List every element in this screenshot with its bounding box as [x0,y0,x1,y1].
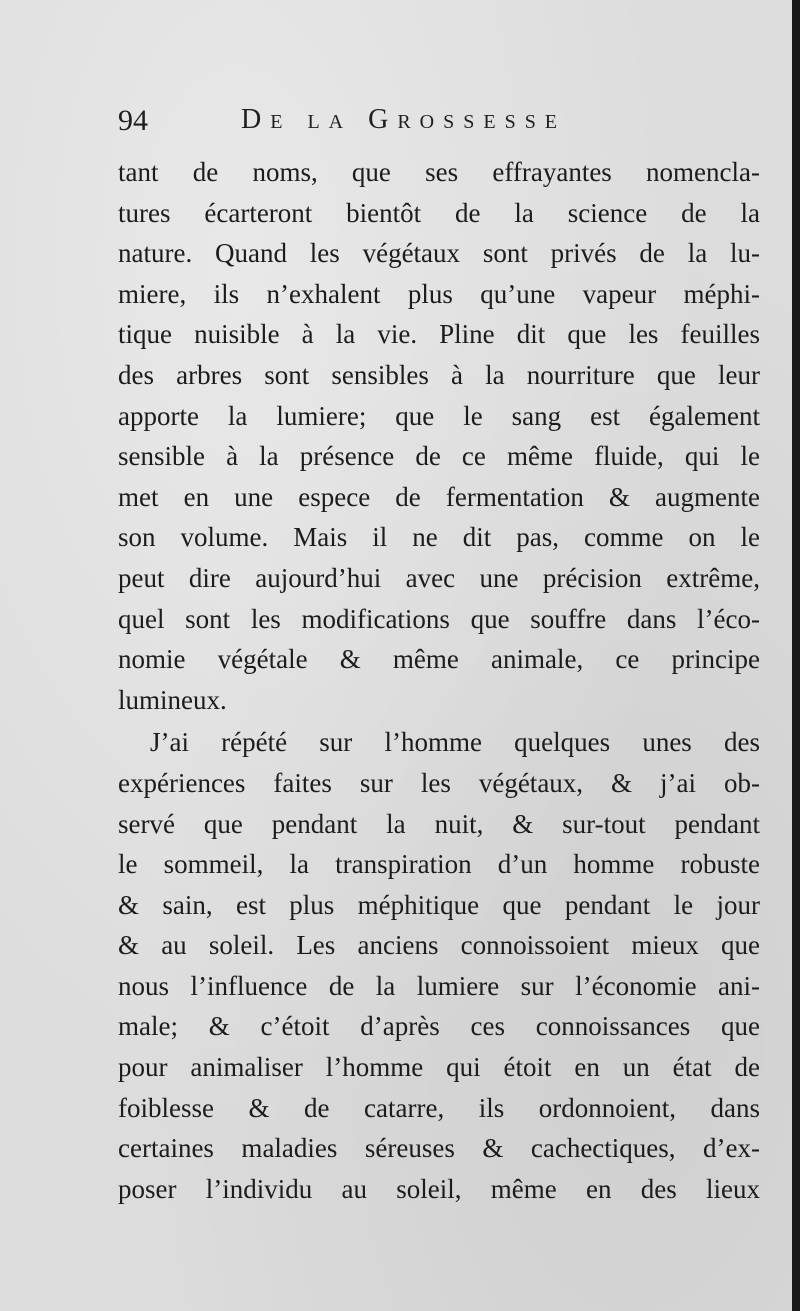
text-line: met en une espece de fermentation & augmente [118,481,760,512]
page-edge-shadow [792,0,800,1311]
text-line: & sain, est plus méphitique que pendant le jour [118,889,760,920]
text-line: tant de noms, que ses effrayantes nomencla- [118,157,760,187]
text-line: certaines maladies séreuses & cachectiques, d’ex- [118,1133,760,1164]
page-number: 94 [118,104,148,137]
text-line: sensible à la présence de ce même fluide, qui le [118,441,760,472]
page-header [118,100,758,146]
text-line: miere, ils n’exhalent plus qu’une vapeur méphi- [118,278,760,309]
text-line: nous l’influence de la lumiere sur l’économie ani- [118,970,760,1001]
text-line: & au soleil. Les anciens connoissoient mieux que [118,930,760,961]
body-text [118,152,760,1209]
text-line: le sommeil, la transpiration d’un homme robuste [118,849,760,880]
text-line: J’ai répété sur l’homme quelques unes des [150,727,760,758]
text-line: tures écarteront bientôt de la science de la [118,197,760,228]
text-line: son volume. Mais il ne dit pas, comme on le [118,522,760,553]
text-line: male; & c’étoit d’après ces connoissances que [118,1011,760,1042]
paragraph-2 [118,722,760,1209]
text-line: poser l’individu au soleil, même en des lieux [118,1173,760,1204]
text-line: lumineux. [118,684,227,715]
text-line: nomie végétale & même animale, ce principe [118,644,760,675]
text-line: pour animaliser l’homme qui étoit en un état de [118,1052,760,1083]
running-title: De la Grossesse [241,104,567,135]
text-line: servé que pendant la nuit, & sur-tout pendant [118,808,760,839]
text-line: des arbres sont sensibles à la nourriture que leur [118,359,760,390]
text-line: quel sont les modifications que souffre dans l’éco- [118,603,760,634]
text-line: peut dire aujourd’hui avec une précision extrême, [118,562,760,593]
paragraph-1 [118,152,760,720]
text-line: tique nuisible à la vie. Pline dit que les feuilles [118,319,760,350]
text-line: foiblesse & de catarre, ils ordonnoient, dans [118,1092,760,1123]
text-line: nature. Quand les végétaux sont privés de la lu- [118,238,760,269]
text-line: apporte la lumiere; que le sang est également [118,400,760,431]
text-line: expériences faites sur les végétaux, & j’ai ob- [118,767,760,798]
